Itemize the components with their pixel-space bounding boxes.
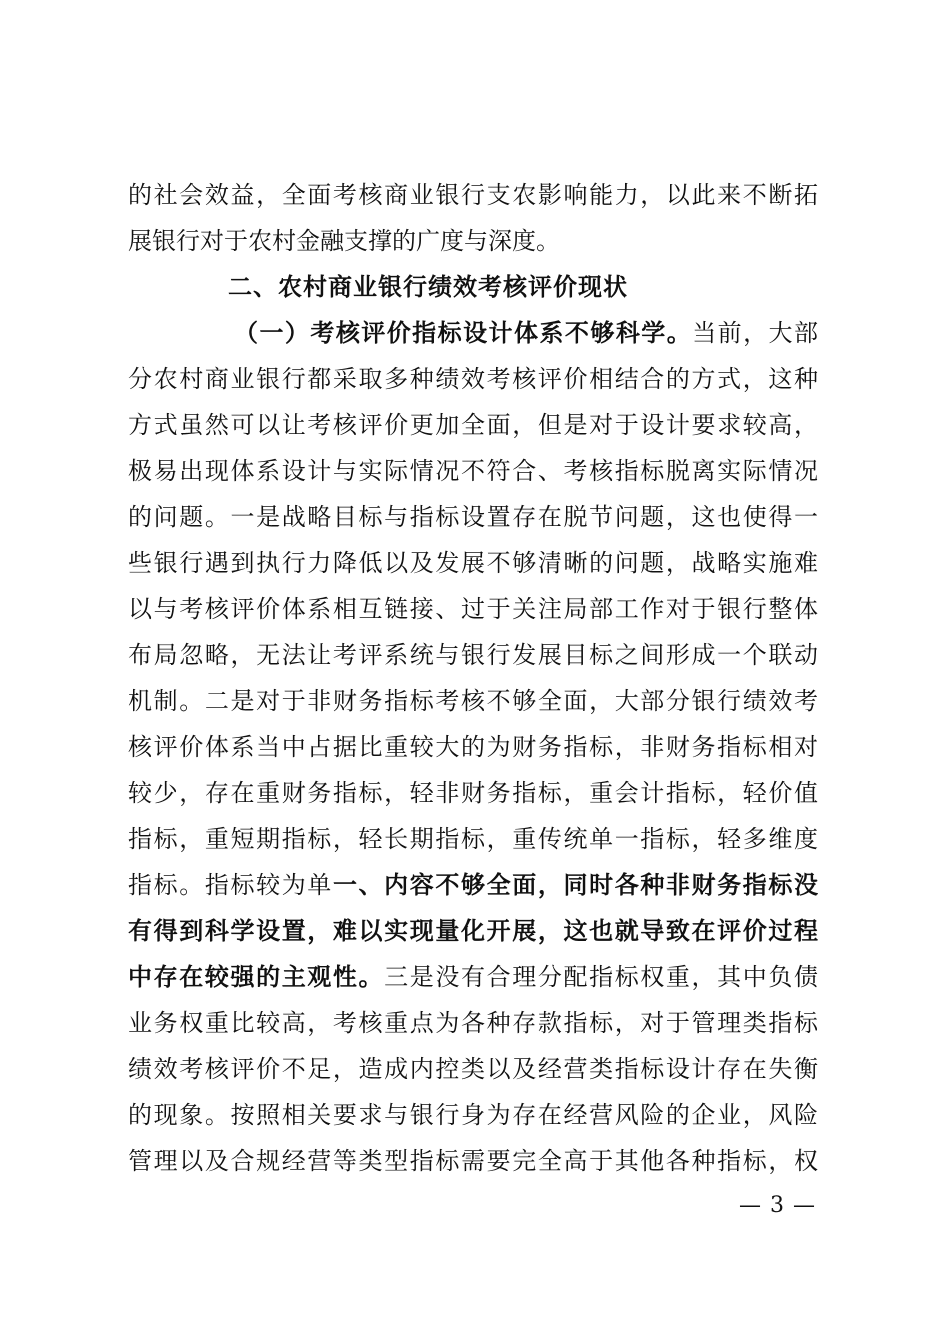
paragraph-line [128,862,818,908]
normal-text: 指标。指标较为单 [128,871,333,899]
page-number: — 3 — [739,1193,816,1218]
normal-text: 三是没有合理分配指标权重，其中负债 [384,963,818,991]
subsection-text: 当前，大部 [692,319,818,347]
paragraph-line: 较少，存在重财务指标，轻非财务指标，重会计指标，轻价值 [128,779,818,807]
bold-text: 一、内容不够全面，同时各种非财务指标没 [332,871,818,899]
paragraph-line: 展银行对于农村金融支撑的广度与深度。 [128,227,560,255]
paragraph-line: 布局忽略，无法让考评系统与银行发展目标之间形成一个联动 [128,641,818,669]
paragraph-line: 核评价体系当中占据比重较大的为财务指标，非财务指标相对 [128,733,818,761]
paragraph-line: 以与考核评价体系相互链接、过于关注局部工作对于银行整体 [128,595,818,623]
paragraph-line: 分农村商业银行都采取多种绩效考核评价相结合的方式，这种 [128,365,818,393]
paragraph-line: 的社会效益，全面考核商业银行支农影响能力，以此来不断拓 [128,181,818,209]
paragraph-line: 些银行遇到执行力降低以及发展不够清晰的问题，战略实施难 [128,549,818,577]
paragraph-line: 绩效考核评价不足，造成内控类以及经营类指标设计存在失衡 [128,1055,818,1083]
section-heading: 二、农村商业银行绩效考核评价现状 [228,273,628,301]
subsection-line [128,310,818,356]
document-body [128,172,818,1184]
paragraph-line: 的现象。按照相关要求与银行身为存在经营风险的企业，风险 [128,1101,818,1129]
paragraph-line: 方式虽然可以让考核评价更加全面，但是对于设计要求较高， [128,411,818,439]
bold-text: 中存在较强的主观性。 [128,963,385,991]
paragraph-line: 极易出现体系设计与实际情况不符合、考核指标脱离实际情况 [128,457,818,485]
paragraph-line: 指标，重短期指标，轻长期指标，重传统单一指标，轻多维度 [128,825,818,853]
paragraph-line [128,954,818,1000]
bold-paragraph-line: 有得到科学设置，难以实现量化开展，这也就导致在评价过程 [128,917,818,945]
paragraph-line: 机制。二是对于非财务指标考核不够全面，大部分银行绩效考 [128,687,818,715]
paragraph-line: 的问题。一是战略目标与指标设置存在脱节问题，这也使得一 [128,503,818,531]
subsection-title: （一）考核评价指标设计体系不够科学。 [234,318,693,347]
paragraph-line: 业务权重比较高，考核重点为各种存款指标，对于管理类指标 [128,1009,818,1037]
paragraph-line: 管理以及合规经营等类型指标需要完全高于其他各种指标，权 [128,1147,818,1175]
